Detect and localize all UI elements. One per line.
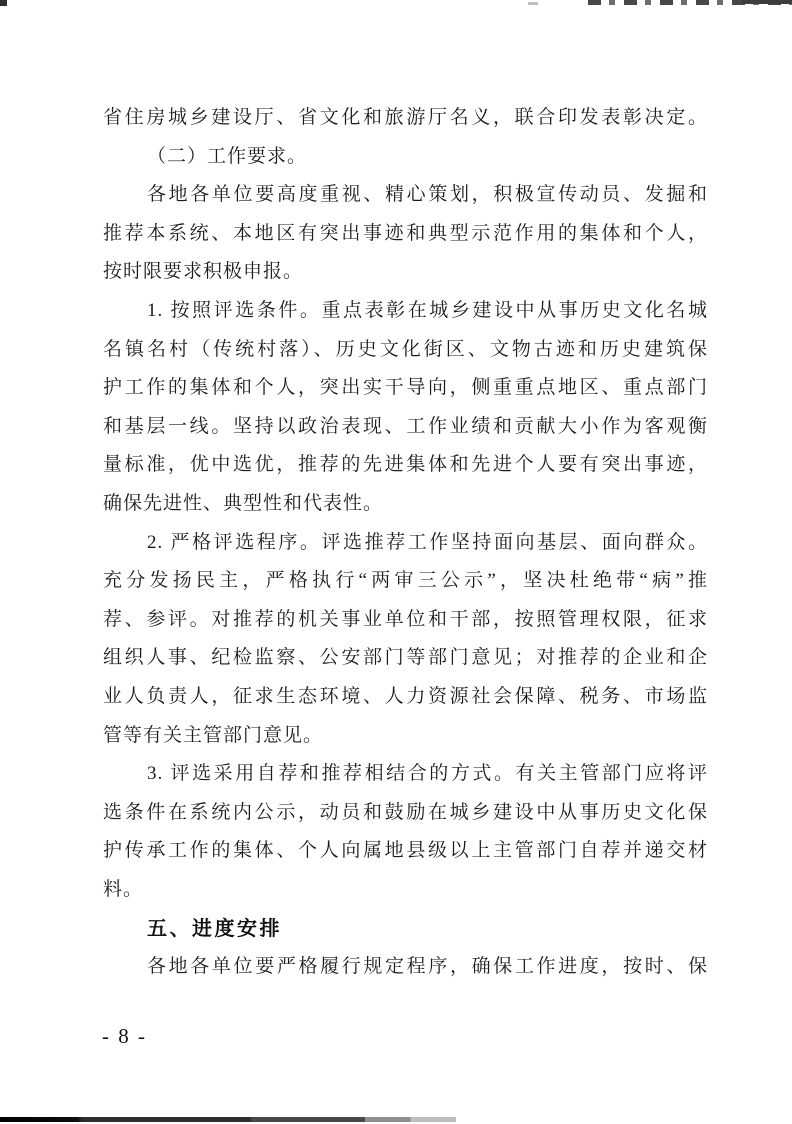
text-line: 确保先进性、典型性和代表性。 [103,492,384,514]
text-line: 充分发扬民主，严格执行“两审三公示”，坚决杜绝带“病”推 [103,570,708,592]
text-line: 选条件在系统内公示，动员和鼓励在城乡建设中从事历史文化保 [103,801,708,823]
text-line: 3. 评选采用自荐和推荐相结合的方式。有关主管部门应将评 [147,763,708,785]
text-line: 推荐本系统、本地区有突出事迹和典型示范作用的集体和个人， [103,222,708,244]
document-body [103,99,708,987]
scan-artifact-top-right-solid [742,0,792,4]
text-line: 管等有关主管部门意见。 [103,724,324,746]
text-line: 1. 按照评选条件。重点表彰在城乡建设中从事历史文化名城 [147,299,708,321]
scan-artifact-bottom-band [0,1117,456,1122]
text-line: 业人负责人，征求生态环境、人力资源社会保障、税务、市场监 [103,685,708,707]
text-line: 和基层一线。坚持以政治表现、工作业绩和贡献大小作为客观衡 [103,415,708,437]
text-line: 名镇名村（传统村落）、历史文化街区、文物古迹和历史建筑保 [103,338,708,360]
text-line: 2. 严格评选程序。评选推荐工作坚持面向基层、面向群众。 [147,531,708,553]
text-line: 按时限要求积极申报。 [103,261,304,283]
text-line: 荐、参评。对推荐的机关事业单位和干部，按照管理权限，征求 [103,608,708,630]
scan-artifact-top-speck [528,2,538,5]
text-line: 各地各单位要严格履行规定程序，确保工作进度，按时、保 [147,956,708,978]
text-line: （二）工作要求。 [147,145,308,167]
section-heading-progress-schedule: 五、进度安排 [147,916,282,941]
scan-artifact-top-left [0,0,7,6]
text-line: 组织人事、纪检监察、公安部门等部门意见；对推荐的企业和企 [103,647,708,669]
text-line: 省住房城乡建设厅、省文化和旅游厅名义，联合印发表彰决定。 [103,107,708,128]
page-number: - 8 - [102,1024,147,1048]
text-line: 各地各单位要高度重视、精心策划，积极宣传动员、发掘和 [147,184,708,206]
text-line: 护传承工作的集体、个人向属地县级以上主管部门自荐并递交材 [103,840,708,862]
text-line: 料。 [103,878,144,900]
text-line: 量标准，优中选优，推荐的先进集体和先进个人要有突出事迹， [103,454,708,476]
text-line: 护工作的集体和个人，突出实干导向，侧重重点地区、重点部门 [103,377,708,399]
